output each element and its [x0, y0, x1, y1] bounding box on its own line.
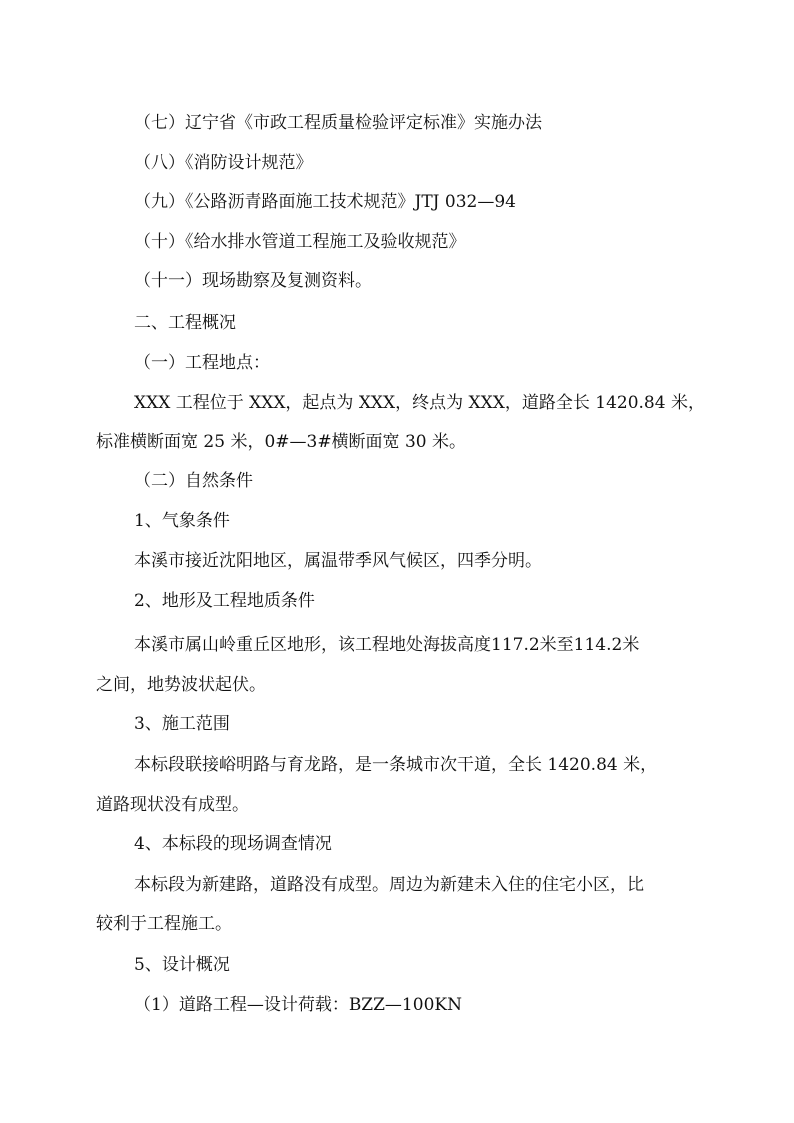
heading-standard-7: （七）辽宁省《市政工程质量检验评定标准》实施办法 — [134, 113, 542, 133]
subheading-design-overview: 5、设计概况 — [134, 955, 230, 975]
paragraph-scope-line-2: 道路现状没有成型。 — [96, 795, 249, 815]
paragraph-terrain-line-2: 之间，地势波状起伏。 — [96, 675, 266, 695]
heading-standard-9: （九）《公路沥青路面施工技术规范》JTJ 032—94 — [134, 192, 516, 212]
paragraph-terrain-line-1: 本溪市属山岭重丘区地形，该工程地处海拔高度117.2米至114.2米 — [134, 635, 640, 655]
paragraph-location-line-2: 标准横断面宽 25 米，0#—3#横断面宽 30 米。 — [96, 432, 466, 452]
heading-standard-8: （八）《消防设计规范》 — [134, 153, 313, 173]
paragraph-climate: 本溪市接近沈阳地区，属温带季风气候区，四季分明。 — [134, 551, 542, 571]
paragraph-survey-line-2: 较利于工程施工。 — [96, 914, 232, 934]
heading-standard-11: （十一）现场勘察及复测资料。 — [134, 271, 372, 291]
subheading-project-location: （一）工程地点： — [134, 353, 270, 373]
subheading-site-survey: 4、本标段的现场调查情况 — [134, 834, 332, 854]
subheading-natural-conditions: （二）自然条件 — [134, 471, 253, 491]
paragraph-location-line-1: XXX 工程位于 XXX，起点为 XXX，终点为 XXX，道路全长 1420.84 米， — [134, 393, 705, 413]
paragraph-design-load: （1）道路工程—设计荷载：BZZ—100KN — [134, 995, 462, 1015]
paragraph-scope-line-1: 本标段联接峪明路与育龙路，是一条城市次干道，全长 1420.84 米， — [134, 755, 658, 775]
subheading-climate: 1、气象条件 — [134, 511, 230, 531]
subheading-construction-scope: 3、施工范围 — [134, 714, 230, 734]
paragraph-survey-line-1: 本标段为新建路，道路没有成型。周边为新建未入住的住宅小区，比 — [134, 875, 644, 895]
subheading-terrain-geology: 2、地形及工程地质条件 — [134, 591, 315, 611]
section-heading-project-overview: 二、工程概况 — [134, 313, 236, 333]
heading-standard-10: （十）《给水排水管道工程施工及验收规范》 — [134, 232, 466, 252]
